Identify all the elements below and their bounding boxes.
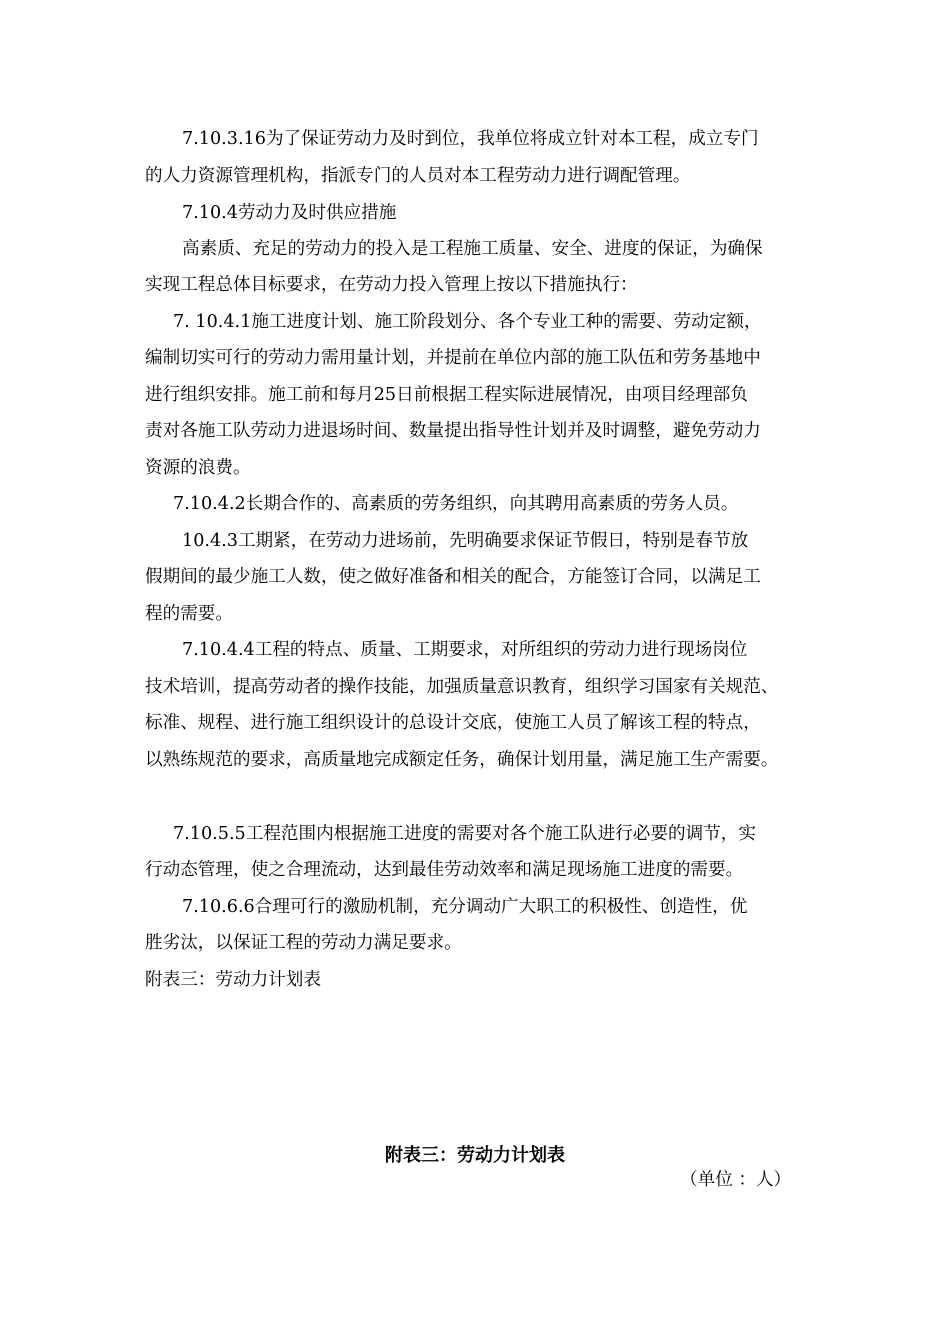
paragraph-line: 程的需要。 bbox=[145, 604, 233, 624]
unit-label: （单位 ：人） bbox=[680, 1170, 792, 1190]
paragraph-line: 以熟练规范的要求，高质量地完成额定任务，确保计划用量，满足施工生产需要。 bbox=[145, 750, 779, 770]
paragraph-line: 假期间的最少施工人数，使之做好准备和相关的配合，方能签订合同，以满足工 bbox=[145, 567, 761, 587]
paragraph-line: 7.10.4.4工程的特点、质量、工期要求，对所组织的劳动力进行现场岗位 bbox=[182, 640, 748, 660]
paragraph-line: 7.10.6.6合理可行的激励机制，充分调动广大职工的积极性、创造性，优 bbox=[182, 897, 748, 917]
paragraph-line: 责对各施工队劳动力进退场时间、数量提出指导性计划并及时调整，避免劳动力 bbox=[145, 421, 761, 441]
paragraph-line: 标准、规程、进行施工组织设计的总设计交底，使施工人员了解该工程的特点， bbox=[145, 713, 761, 733]
appendix-title: 附表三：劳动力计划表 bbox=[385, 1145, 565, 1166]
paragraph-line: 7.10.4.2长期合作的、高素质的劳务组织，向其聘用高素质的劳务人员。 bbox=[173, 494, 739, 514]
paragraph-line: 高素质、充足的劳动力的投入是工程施工质量、安全、进度的保证，为确保 bbox=[182, 239, 763, 259]
paragraph-line: 资源的浪费。 bbox=[145, 458, 251, 478]
appendix-reference: 附表三：劳动力计划表 bbox=[145, 970, 321, 990]
paragraph-line: 10.4.3工期紧，在劳动力进场前，先明确要求保证节假日，特别是春节放 bbox=[182, 531, 749, 551]
paragraph-line: 进行组织安排。施工前和每月25日前根据工程实际进展情况，由项目经理部负 bbox=[145, 385, 748, 405]
paragraph-line: 行动态管理，使之合理流动，达到最佳劳动效率和满足现场施工进度的需要。 bbox=[145, 860, 744, 880]
section-heading: 7.10.4劳动力及时供应措施 bbox=[182, 203, 397, 223]
paragraph-line: 编制切实可行的劳动力需用量计划，并提前在单位内部的施工队伍和劳务基地中 bbox=[145, 348, 761, 368]
paragraph-line: 胜劣汰，以保证工程的劳动力满足要求。 bbox=[145, 933, 462, 953]
paragraph-line: 的人力资源管理机构，指派专门的人员对本工程劳动力进行调配管理。 bbox=[145, 166, 691, 186]
paragraph-line: 实现工程总体目标要求，在劳动力投入管理上按以下措施执行： bbox=[145, 275, 638, 295]
paragraph-line: 7. 10.4.1施工进度计划、施工阶段划分、各个专业工种的需要、劳动定额， bbox=[173, 312, 762, 332]
paragraph-line: 7.10.3.16为了保证劳动力及时到位，我单位将成立针对本工程，成立专门 bbox=[182, 129, 759, 149]
paragraph-line: 7.10.5.5工程范围内根据施工进度的需要对各个施工队进行必要的调节，实 bbox=[173, 824, 756, 844]
paragraph-line: 技术培训，提高劳动者的操作技能，加强质量意识教育，组织学习国家有关规范、 bbox=[145, 677, 779, 697]
